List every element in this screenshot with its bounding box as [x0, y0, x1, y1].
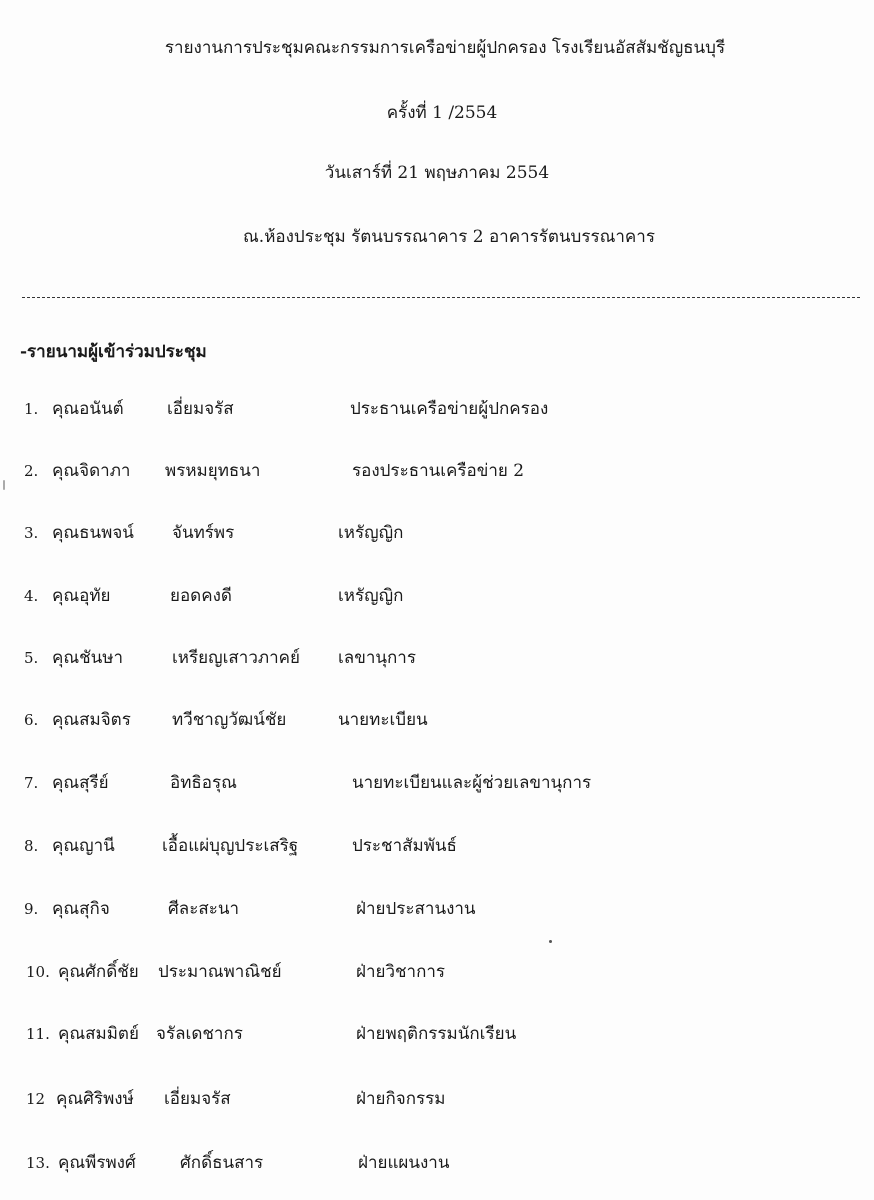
attendee-last-name: เอี่ยมจรัส	[164, 1089, 231, 1109]
attendee-role: ฝ่ายพฤติกรรมนักเรียน	[356, 1024, 517, 1044]
meeting-date: วันเสาร์ที่ 21 พฤษภาคม 2554	[324, 163, 550, 183]
attendee-role: ประชาสัมพันธ์	[352, 836, 457, 856]
attendee-row	[0, 1087, 874, 1115]
attendee-role: ประธานเครือข่ายผู้ปกครอง	[350, 399, 549, 419]
report-title: รายงานการประชุมคณะกรรมการเครือข่ายผู้ปกครอง โรงเรียนอัสสัมชัญธนบุรี	[164, 38, 726, 58]
attendee-last-name: จันทร์พร	[172, 523, 235, 543]
scan-speck	[549, 940, 552, 943]
attendee-role: เลขานุการ	[338, 648, 416, 668]
attendee-last-name: อิทธิอรุณ	[170, 773, 237, 793]
attendee-last-name: ศีละสะนา	[168, 899, 240, 919]
attendee-first-name: คุณสมจิตร	[52, 710, 131, 730]
attendee-row	[0, 960, 874, 988]
attendee-first-name: คุณชันษา	[52, 648, 124, 668]
attendee-first-name: คุณอนันต์	[52, 399, 124, 419]
attendee-first-name: คุณธนพจน์	[52, 523, 134, 543]
attendee-row	[0, 708, 874, 736]
attendee-role: ฝ่ายกิจกรรม	[356, 1089, 446, 1109]
attendee-row	[0, 1022, 874, 1050]
attendee-number: 11.	[26, 1025, 50, 1043]
attendee-last-name: ศักดิ์ธนสาร	[180, 1153, 264, 1173]
attendee-role: รองประธานเครือข่าย 2	[352, 461, 525, 481]
attendee-last-name: เหรียญเสาวภาคย์	[172, 648, 300, 668]
attendee-first-name: คุณสมมิตย์	[58, 1024, 139, 1044]
attendee-row	[0, 834, 874, 862]
attendee-row	[0, 646, 874, 674]
attendee-last-name: จรัลเดชากร	[156, 1024, 243, 1044]
attendee-role: ฝ่ายวิชาการ	[356, 962, 446, 982]
attendee-number: 13.	[26, 1154, 50, 1172]
attendee-number: 8.	[24, 837, 39, 855]
dashed-divider	[22, 297, 860, 298]
attendee-role: เหรัญญิก	[338, 523, 404, 543]
attendee-number: 6.	[24, 711, 39, 729]
attendee-number: 5.	[24, 649, 39, 667]
attendee-number: 3.	[24, 524, 39, 542]
attendee-last-name: พรหมยุทธนา	[165, 461, 261, 481]
attendee-first-name: คุณศิริพงษ์	[56, 1089, 134, 1109]
attendee-last-name: เอี่ยมจรัส	[167, 399, 234, 419]
attendee-number: 7.	[24, 774, 39, 792]
attendee-first-name: คุณญานี	[52, 836, 115, 856]
attendee-role: ฝ่ายแผนงาน	[358, 1153, 450, 1173]
attendee-number: 1.	[24, 400, 39, 418]
session-number: ครั้งที่ 1 /2554	[386, 103, 498, 123]
attendee-last-name: ทวีชาญวัฒน์ชัย	[172, 710, 287, 730]
attendee-row	[0, 584, 874, 612]
attendee-row	[0, 459, 874, 487]
attendee-number: 12	[26, 1090, 46, 1108]
attendee-first-name: คุณจิดาภา	[52, 461, 131, 481]
attendee-row	[0, 771, 874, 799]
attendee-first-name: คุณอุทัย	[52, 586, 111, 606]
attendee-first-name: คุณพีรพงศ์	[58, 1153, 136, 1173]
attendee-row	[0, 397, 874, 425]
attendee-number: 2.	[24, 462, 39, 480]
attendee-role: นายทะเบียน	[338, 710, 428, 730]
attendee-number: 10.	[26, 963, 50, 981]
attendee-number: 4.	[24, 587, 39, 605]
attendee-first-name: คุณสุรีย์	[52, 773, 109, 793]
attendee-role: เหรัญญิก	[338, 586, 404, 606]
attendee-row	[0, 1151, 874, 1179]
attendee-last-name: ยอดคงดี	[170, 586, 232, 606]
meeting-venue: ณ.ห้องประชุม รัตนบรรณาคาร 2 อาคารรัตนบรรณาคาร	[243, 227, 655, 247]
attendee-row	[0, 897, 874, 925]
attendee-role: ฝ่ายประสานงาน	[356, 899, 476, 919]
scan-speck	[3, 480, 5, 490]
attendee-last-name: ประมาณพาณิชย์	[158, 962, 282, 982]
attendee-first-name: คุณศักดิ์ชัย	[58, 962, 139, 982]
attendees-heading: -รายนามผู้เข้าร่วมประชุม	[20, 342, 207, 362]
attendee-role: นายทะเบียนและผู้ช่วยเลขานุการ	[352, 773, 592, 793]
attendee-number: 9.	[24, 900, 39, 918]
attendee-row	[0, 521, 874, 549]
attendee-last-name: เอื้อแผ่บุญประเสริฐ	[162, 836, 299, 856]
attendee-first-name: คุณสุกิจ	[52, 899, 110, 919]
